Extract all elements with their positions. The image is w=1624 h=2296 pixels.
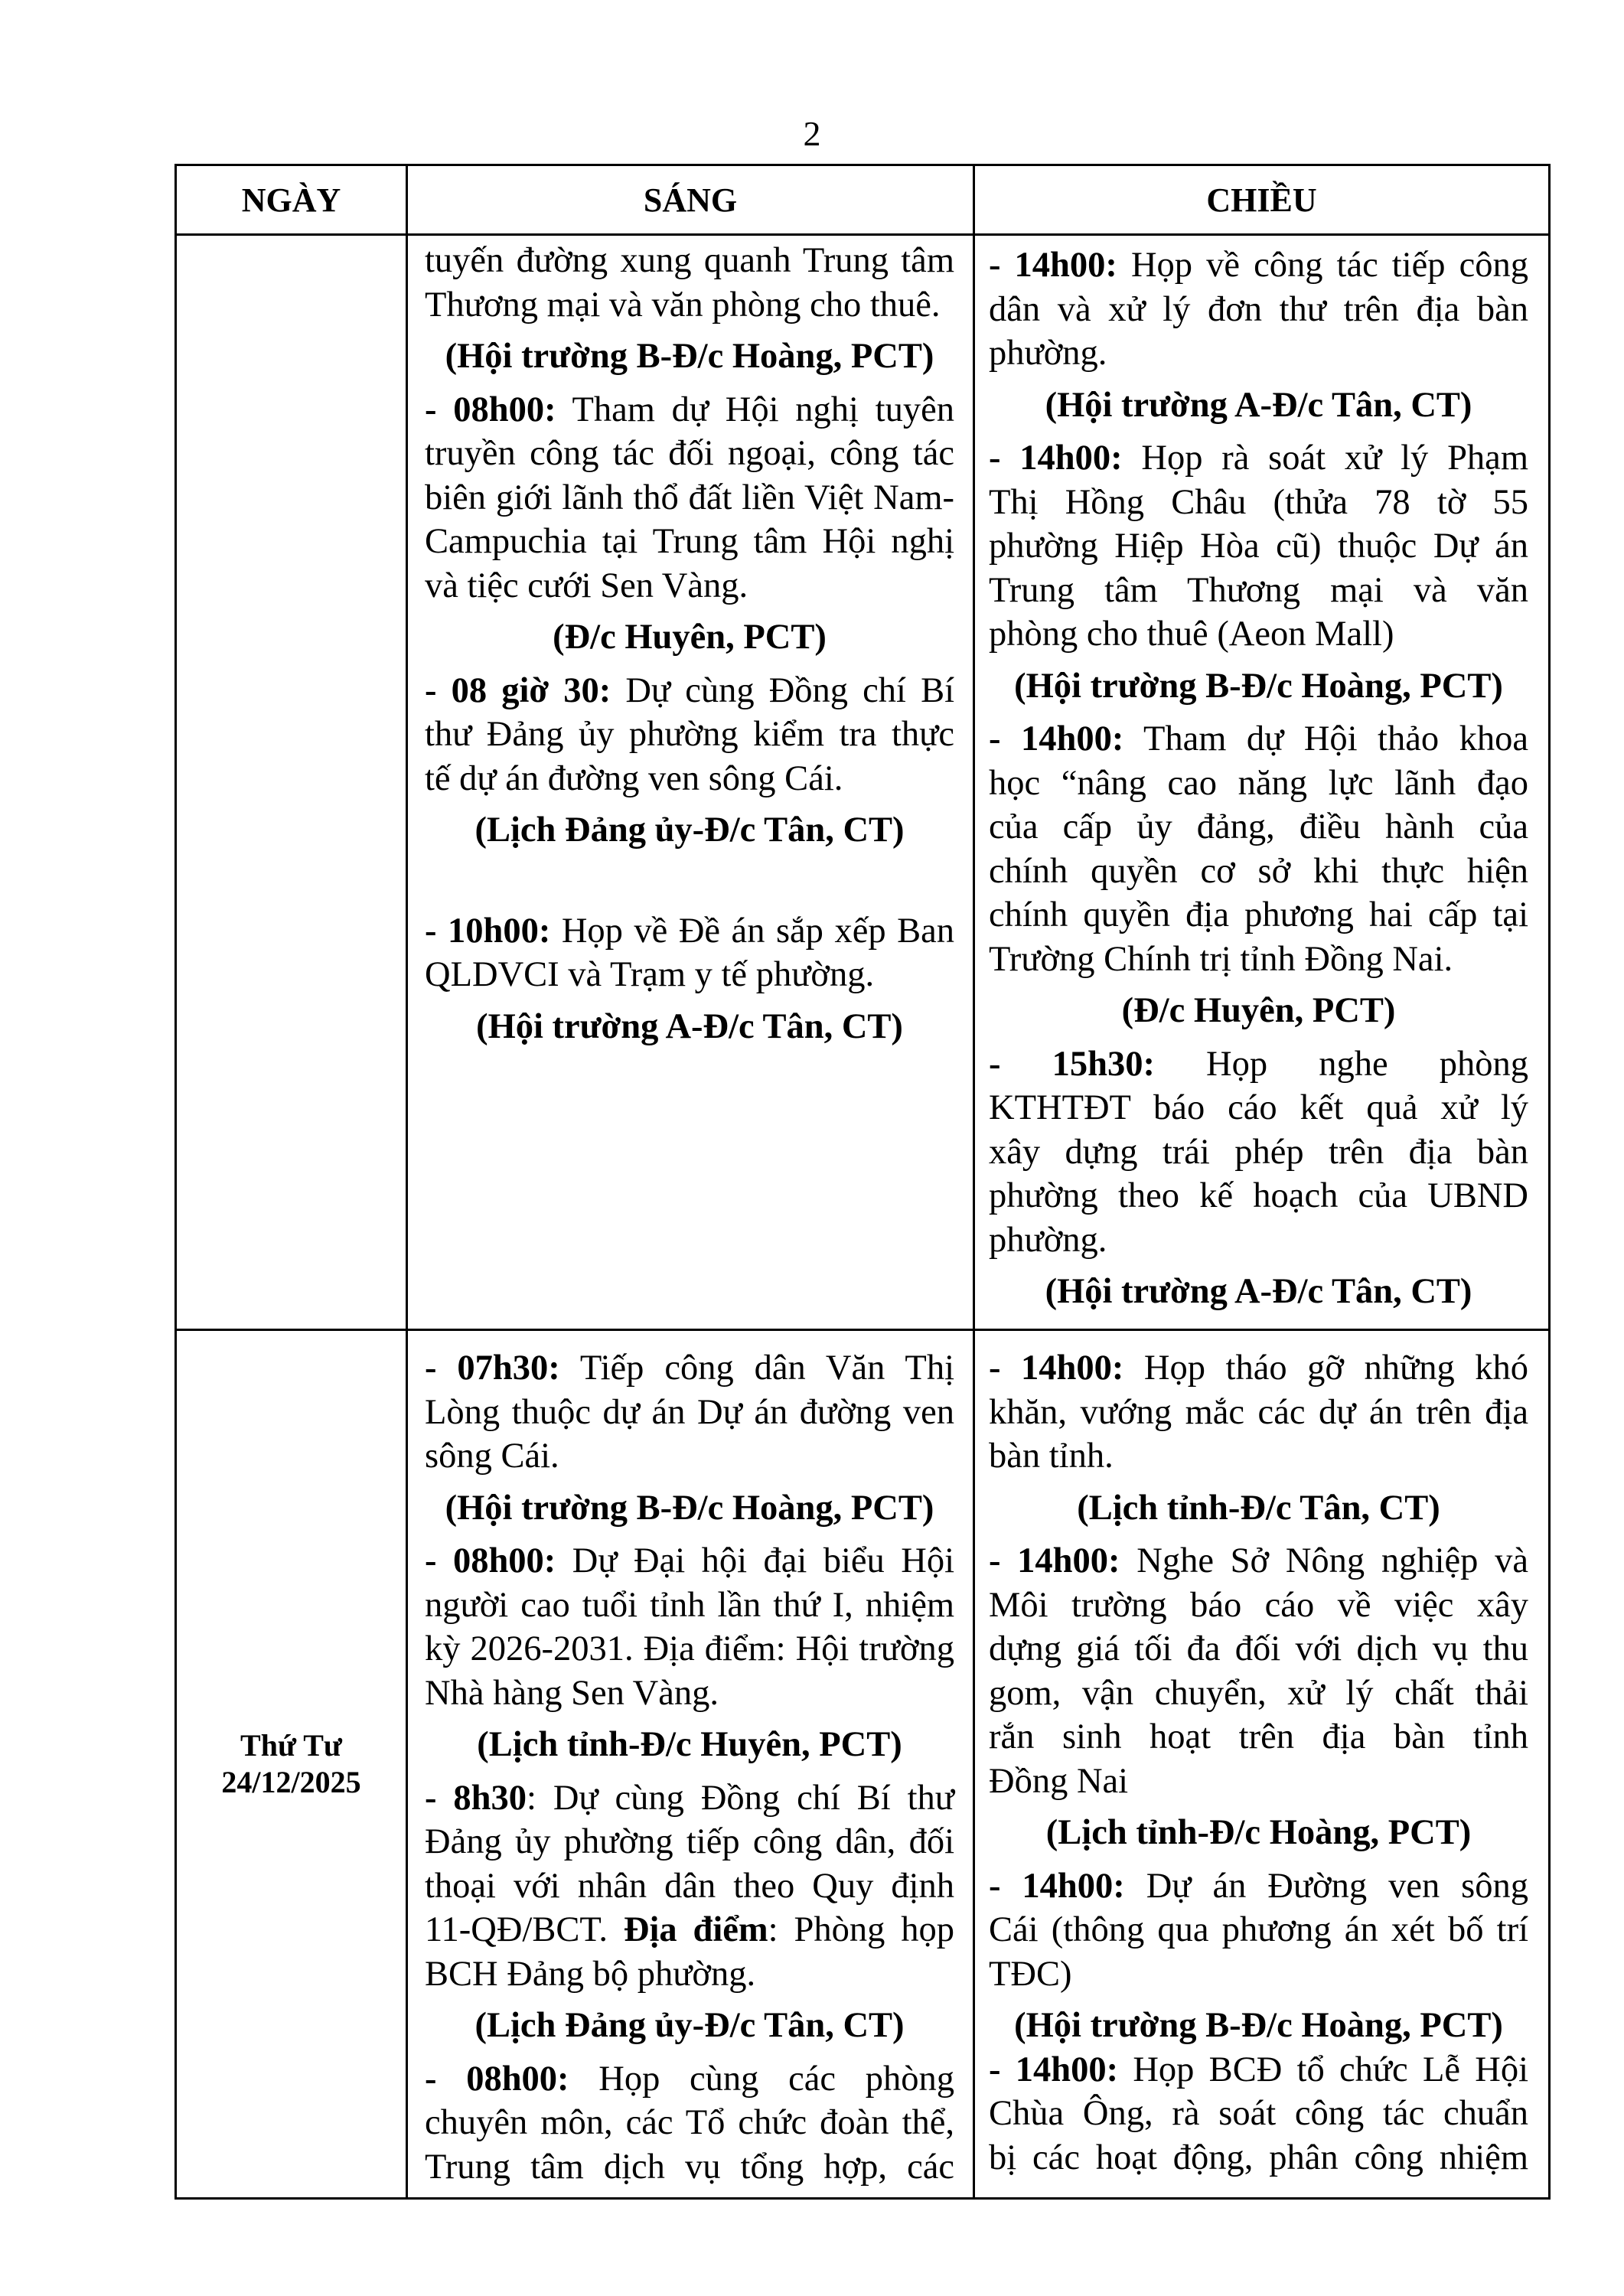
- entry-text: Dự án Đường ven sông: [1124, 1866, 1528, 1906]
- entry-line: [425, 476, 954, 520]
- entry-line: [989, 1627, 1528, 1671]
- entry-text: khăn, vướng mắc các dự án trên địa: [989, 1392, 1528, 1432]
- entry-line: [425, 2057, 954, 2102]
- entry-line: [989, 893, 1528, 938]
- entry-line: [989, 569, 1528, 613]
- entry-time: - 08h00:: [425, 1541, 556, 1580]
- header-afternoon: CHIỀU: [974, 165, 1550, 235]
- entry-line: [425, 1864, 954, 1909]
- entry-line: [425, 1952, 954, 1997]
- entry-text: học “nâng cao năng lực lãnh đạo: [989, 763, 1528, 803]
- entry-text: phường.: [989, 1220, 1107, 1260]
- entry-text: tế dự án đường ven sông Cái.: [425, 758, 843, 798]
- entry-line: [989, 1346, 1528, 1391]
- entry-line: [989, 436, 1528, 481]
- day-date: 24/12/2025: [221, 1765, 361, 1799]
- entry-text: Họp về Đề án sắp xếp Ban: [550, 911, 954, 951]
- entry-line: [425, 909, 954, 954]
- entry-line: [425, 1627, 954, 1671]
- entry-line: [425, 713, 954, 757]
- entry-time: - 8h30: [425, 1778, 527, 1818]
- entry-line: [989, 1760, 1528, 1804]
- day-weekday: Thứ Tư: [240, 1728, 342, 1763]
- entry-line: [989, 288, 1528, 332]
- entry-text: : Phòng họp: [768, 1910, 955, 1949]
- schedule-entry: [425, 239, 954, 327]
- assignment-note: (Hội trường B-Đ/c Hoàng, PCT): [445, 337, 934, 376]
- schedule-entry: [989, 2048, 1528, 2180]
- table-row: [176, 1330, 1550, 2199]
- entry-text: phường.: [989, 334, 1107, 373]
- entry-time: - 08h00:: [425, 2059, 569, 2099]
- entry-text: Campuchia tại Trung tâm Hội nghị: [425, 522, 954, 561]
- entry-text: Dự cùng Đồng chí Bí: [611, 670, 955, 710]
- spacer: [425, 862, 954, 909]
- entry-text: phường Hiệp Hòa cũ) thuộc Dự án: [989, 527, 1528, 566]
- entry-text: Lòng thuộc dự án Dự án đường ven: [425, 1392, 954, 1432]
- assignment-note: (Hội trường B-Đ/c Hoàng, PCT): [1014, 666, 1503, 706]
- entry-text: người cao tuổi tỉnh lần thứ I, nhiệm: [425, 1585, 954, 1625]
- schedule-entry: [425, 909, 954, 997]
- entry-time: - 14h00:: [989, 1866, 1125, 1906]
- entry-text: thư Đảng ủy phường kiểm tra thực: [425, 715, 954, 754]
- assignment-note: (Lịch tỉnh-Đ/c Huyên, PCT): [477, 1725, 902, 1764]
- entry-time: - 14h00:: [989, 2050, 1119, 2089]
- entry-time: - 08 giờ 30:: [425, 670, 611, 710]
- entry-line: [989, 717, 1528, 762]
- entry-text: kỳ 2026-2031. Địa điểm: Hội trường: [425, 1629, 954, 1668]
- assignment-note: (Lịch tỉnh-Đ/c Tân, CT): [1077, 1488, 1440, 1528]
- entry-time: - 14h00:: [989, 719, 1124, 758]
- entry-text: của cấp ủy đảng, điều hành của: [989, 807, 1528, 846]
- schedule-table: [174, 164, 1551, 2200]
- entry-line: [989, 1086, 1528, 1130]
- entry-text: Họp về công tác tiếp công: [1117, 246, 1528, 285]
- entry-line: [989, 1391, 1528, 1435]
- entry-line: [425, 520, 954, 564]
- assignment-note: (Hội trường A-Đ/c Tân, CT): [1045, 385, 1472, 425]
- page-number: 2: [803, 114, 821, 153]
- entry-line: [989, 1715, 1528, 1760]
- entry-text: Chùa Ông, rà soát công tác chuẩn: [989, 2094, 1528, 2133]
- entry-text: Tham dự Hội nghị tuyên: [556, 390, 954, 429]
- entry-line: [425, 1346, 954, 1391]
- schedule-entry: [989, 1864, 1528, 1997]
- entry-line: [425, 1820, 954, 1864]
- entry-text: bàn tỉnh.: [989, 1437, 1114, 1476]
- schedule-entry: [425, 1346, 954, 1479]
- table-row: [176, 235, 1550, 1330]
- entry-text: biên giới lãnh thổ đất liền Việt Nam-: [425, 478, 954, 517]
- entry-text: Môi trường báo cáo về việc xây: [989, 1585, 1528, 1625]
- schedule-entry: [425, 388, 954, 608]
- entry-line: [989, 1539, 1528, 1583]
- entry-text: BCH Đảng bộ phường.: [425, 1954, 756, 1994]
- schedule-entry: [425, 669, 954, 801]
- entry-time: - 14h00:: [989, 1541, 1120, 1580]
- entry-line: [425, 1908, 954, 1952]
- entry-text: phòng cho thuê (Aeon Mall): [989, 615, 1394, 654]
- entry-text: chính quyền địa phương hai cấp tại: [989, 895, 1528, 934]
- entry-line: [989, 2048, 1528, 2092]
- entry-text: Trường Chính trị tỉnh Đồng Nai.: [989, 939, 1453, 979]
- entry-text: Họp cùng các phòng: [569, 2059, 954, 2099]
- entry-line: [425, 239, 954, 283]
- entry-text: Đồng Nai: [989, 1761, 1129, 1801]
- entry-text: TĐC): [989, 1954, 1072, 1994]
- entry-line: [989, 2136, 1528, 2180]
- entry-line: [425, 283, 954, 328]
- entry-text: rắn sinh hoạt trên địa bàn tỉnh: [989, 1717, 1528, 1756]
- entry-text: Họp rà soát xử lý Phạm: [1122, 439, 1528, 478]
- entry-line: [425, 953, 954, 997]
- entry-text: Dự Đại hội đại biểu Hội: [556, 1541, 954, 1580]
- entry-text: Họp tháo gỡ những khó: [1123, 1349, 1528, 1388]
- entry-line: [989, 612, 1528, 657]
- schedule-entry: [425, 2057, 954, 2190]
- day-cell: [176, 235, 407, 1330]
- entry-line: [989, 805, 1528, 850]
- entry-text: Nghe Sở Nông nghiệp và: [1120, 1541, 1528, 1580]
- entry-text: chính quyền cơ sở khi thực hiện: [989, 851, 1528, 891]
- entry-text: 11-QĐ/BCT.: [425, 1910, 624, 1949]
- entry-line: [425, 1671, 954, 1716]
- entry-line: [989, 762, 1528, 806]
- entry-text: Tham dự Hội thảo khoa: [1123, 719, 1528, 758]
- entry-time: - 10h00:: [425, 911, 551, 951]
- entry-line: [425, 1434, 954, 1479]
- entry-line: [989, 1671, 1528, 1716]
- entry-line: [989, 2092, 1528, 2136]
- entry-text: dựng giá tối đa đối với dịch vụ thu: [989, 1629, 1528, 1668]
- entry-line: [425, 669, 954, 713]
- entry-text: chuyên môn, các Tổ chức đoàn thể,: [425, 2103, 954, 2142]
- entry-line: [989, 938, 1528, 982]
- morning-cell: [407, 1330, 974, 2199]
- entry-text: bị các hoạt động, phân công nhiệm: [989, 2138, 1528, 2177]
- entry-line: [989, 1864, 1528, 1909]
- table-header-row: [176, 165, 1550, 235]
- entry-text: : Dự cùng Đồng chí Bí thư: [527, 1778, 954, 1818]
- schedule-entry: [989, 243, 1528, 376]
- schedule-entry: [989, 1346, 1528, 1479]
- entry-line: [989, 481, 1528, 525]
- entry-text: Trung tâm dịch vụ tổng hợp, các: [425, 2147, 954, 2187]
- entry-line: [425, 1539, 954, 1583]
- assignment-note: (Hội trường B-Đ/c Hoàng, PCT): [445, 1488, 934, 1528]
- entry-text: KTHTĐT báo cáo kết quả xử lý: [989, 1088, 1528, 1127]
- entry-text: dân và xử lý đơn thư trên địa bàn: [989, 289, 1528, 329]
- entry-line: [425, 564, 954, 608]
- entry-text: và tiệc cưới Sen Vàng.: [425, 566, 748, 605]
- entry-text: Nhà hàng Sen Vàng.: [425, 1673, 719, 1713]
- entry-line: [989, 1908, 1528, 1952]
- entry-line: [989, 243, 1528, 288]
- afternoon-cell: [974, 1330, 1550, 2199]
- entry-text: QLDVCI và Trạm y tế phường.: [425, 955, 875, 994]
- entry-text: phường theo kế hoạch của UBND: [989, 1176, 1528, 1215]
- entry-label: Địa điểm: [623, 1910, 768, 1949]
- entry-text: gom, vận chuyển, xử lý chất thải: [989, 1673, 1528, 1713]
- entry-time: - 14h00:: [989, 1349, 1124, 1388]
- entry-time: - 14h00:: [989, 246, 1117, 285]
- morning-cell: [407, 235, 974, 1330]
- entry-line: [425, 432, 954, 476]
- entry-line: [425, 1583, 954, 1628]
- entry-text: sông Cái.: [425, 1437, 559, 1476]
- entry-text: Họp BCĐ tổ chức Lễ Hội: [1118, 2050, 1528, 2089]
- assignment-note: (Đ/c Huyên, PCT): [553, 618, 827, 657]
- entry-text: thoại với nhân dân theo Quy định: [425, 1866, 954, 1906]
- entry-line: [989, 1952, 1528, 1997]
- assignment-note: (Lịch tỉnh-Đ/c Hoàng, PCT): [1045, 1813, 1472, 1852]
- entry-time: - 08h00:: [425, 390, 556, 429]
- entry-text: xây dựng trái phép trên địa bàn: [989, 1132, 1528, 1172]
- entry-time: - 15h30:: [989, 1044, 1155, 1084]
- entry-line: [989, 1042, 1528, 1087]
- schedule-entry: [989, 436, 1528, 657]
- entry-text: truyền công tác đối ngoại, công tác: [425, 434, 954, 473]
- entry-time: - 14h00:: [989, 439, 1123, 478]
- assignment-note: (Hội trường A-Đ/c Tân, CT): [476, 1006, 903, 1046]
- entry-line: [425, 2101, 954, 2145]
- schedule-entry: [425, 1776, 954, 1997]
- assignment-note: (Hội trường A-Đ/c Tân, CT): [1045, 1272, 1472, 1311]
- header-day: NGÀY: [176, 165, 407, 235]
- entry-line: [989, 1434, 1528, 1479]
- entry-line: [425, 1391, 954, 1435]
- entry-line: [989, 1130, 1528, 1175]
- header-morning: SÁNG: [407, 165, 974, 235]
- entry-line: [989, 850, 1528, 894]
- entry-text: Tiếp công dân Văn Thị: [559, 1349, 954, 1388]
- schedule-entry: [989, 717, 1528, 981]
- assignment-note: (Hội trường B-Đ/c Hoàng, PCT): [1014, 2006, 1503, 2045]
- afternoon-cell: [974, 235, 1550, 1330]
- entry-text: Cái (thông qua phương án xét bố trí: [989, 1910, 1528, 1949]
- schedule-entry: [425, 1539, 954, 1715]
- entry-time: - 07h30:: [425, 1349, 560, 1388]
- entry-line: [425, 2145, 954, 2190]
- day-cell: [176, 1330, 407, 2199]
- schedule-entry: [989, 1539, 1528, 1803]
- entry-text: Họp nghe phòng: [1154, 1044, 1528, 1084]
- entry-line: [989, 1583, 1528, 1628]
- entry-line: [425, 388, 954, 432]
- assignment-note: (Đ/c Huyên, PCT): [1121, 991, 1396, 1030]
- entry-line: [989, 331, 1528, 376]
- assignment-note: (Lịch Đảng ủy-Đ/c Tân, CT): [474, 810, 905, 850]
- entry-line: [989, 1174, 1528, 1218]
- entry-text: Thị Hồng Châu (thửa 78 tờ 55: [989, 482, 1528, 522]
- assignment-note: (Lịch Đảng ủy-Đ/c Tân, CT): [474, 2006, 905, 2045]
- schedule-entry: [989, 1042, 1528, 1263]
- entry-line: [425, 757, 954, 801]
- entry-text: Thương mại và văn phòng cho thuê.: [425, 285, 941, 325]
- entry-text: Đảng ủy phường tiếp công dân, đối: [425, 1822, 954, 1861]
- entry-line: [425, 1776, 954, 1821]
- entry-text: Trung tâm Thương mại và văn: [989, 570, 1528, 610]
- entry-line: [989, 524, 1528, 569]
- entry-line: [989, 1218, 1528, 1263]
- entry-text: tuyến đường xung quanh Trung tâm: [425, 241, 954, 280]
